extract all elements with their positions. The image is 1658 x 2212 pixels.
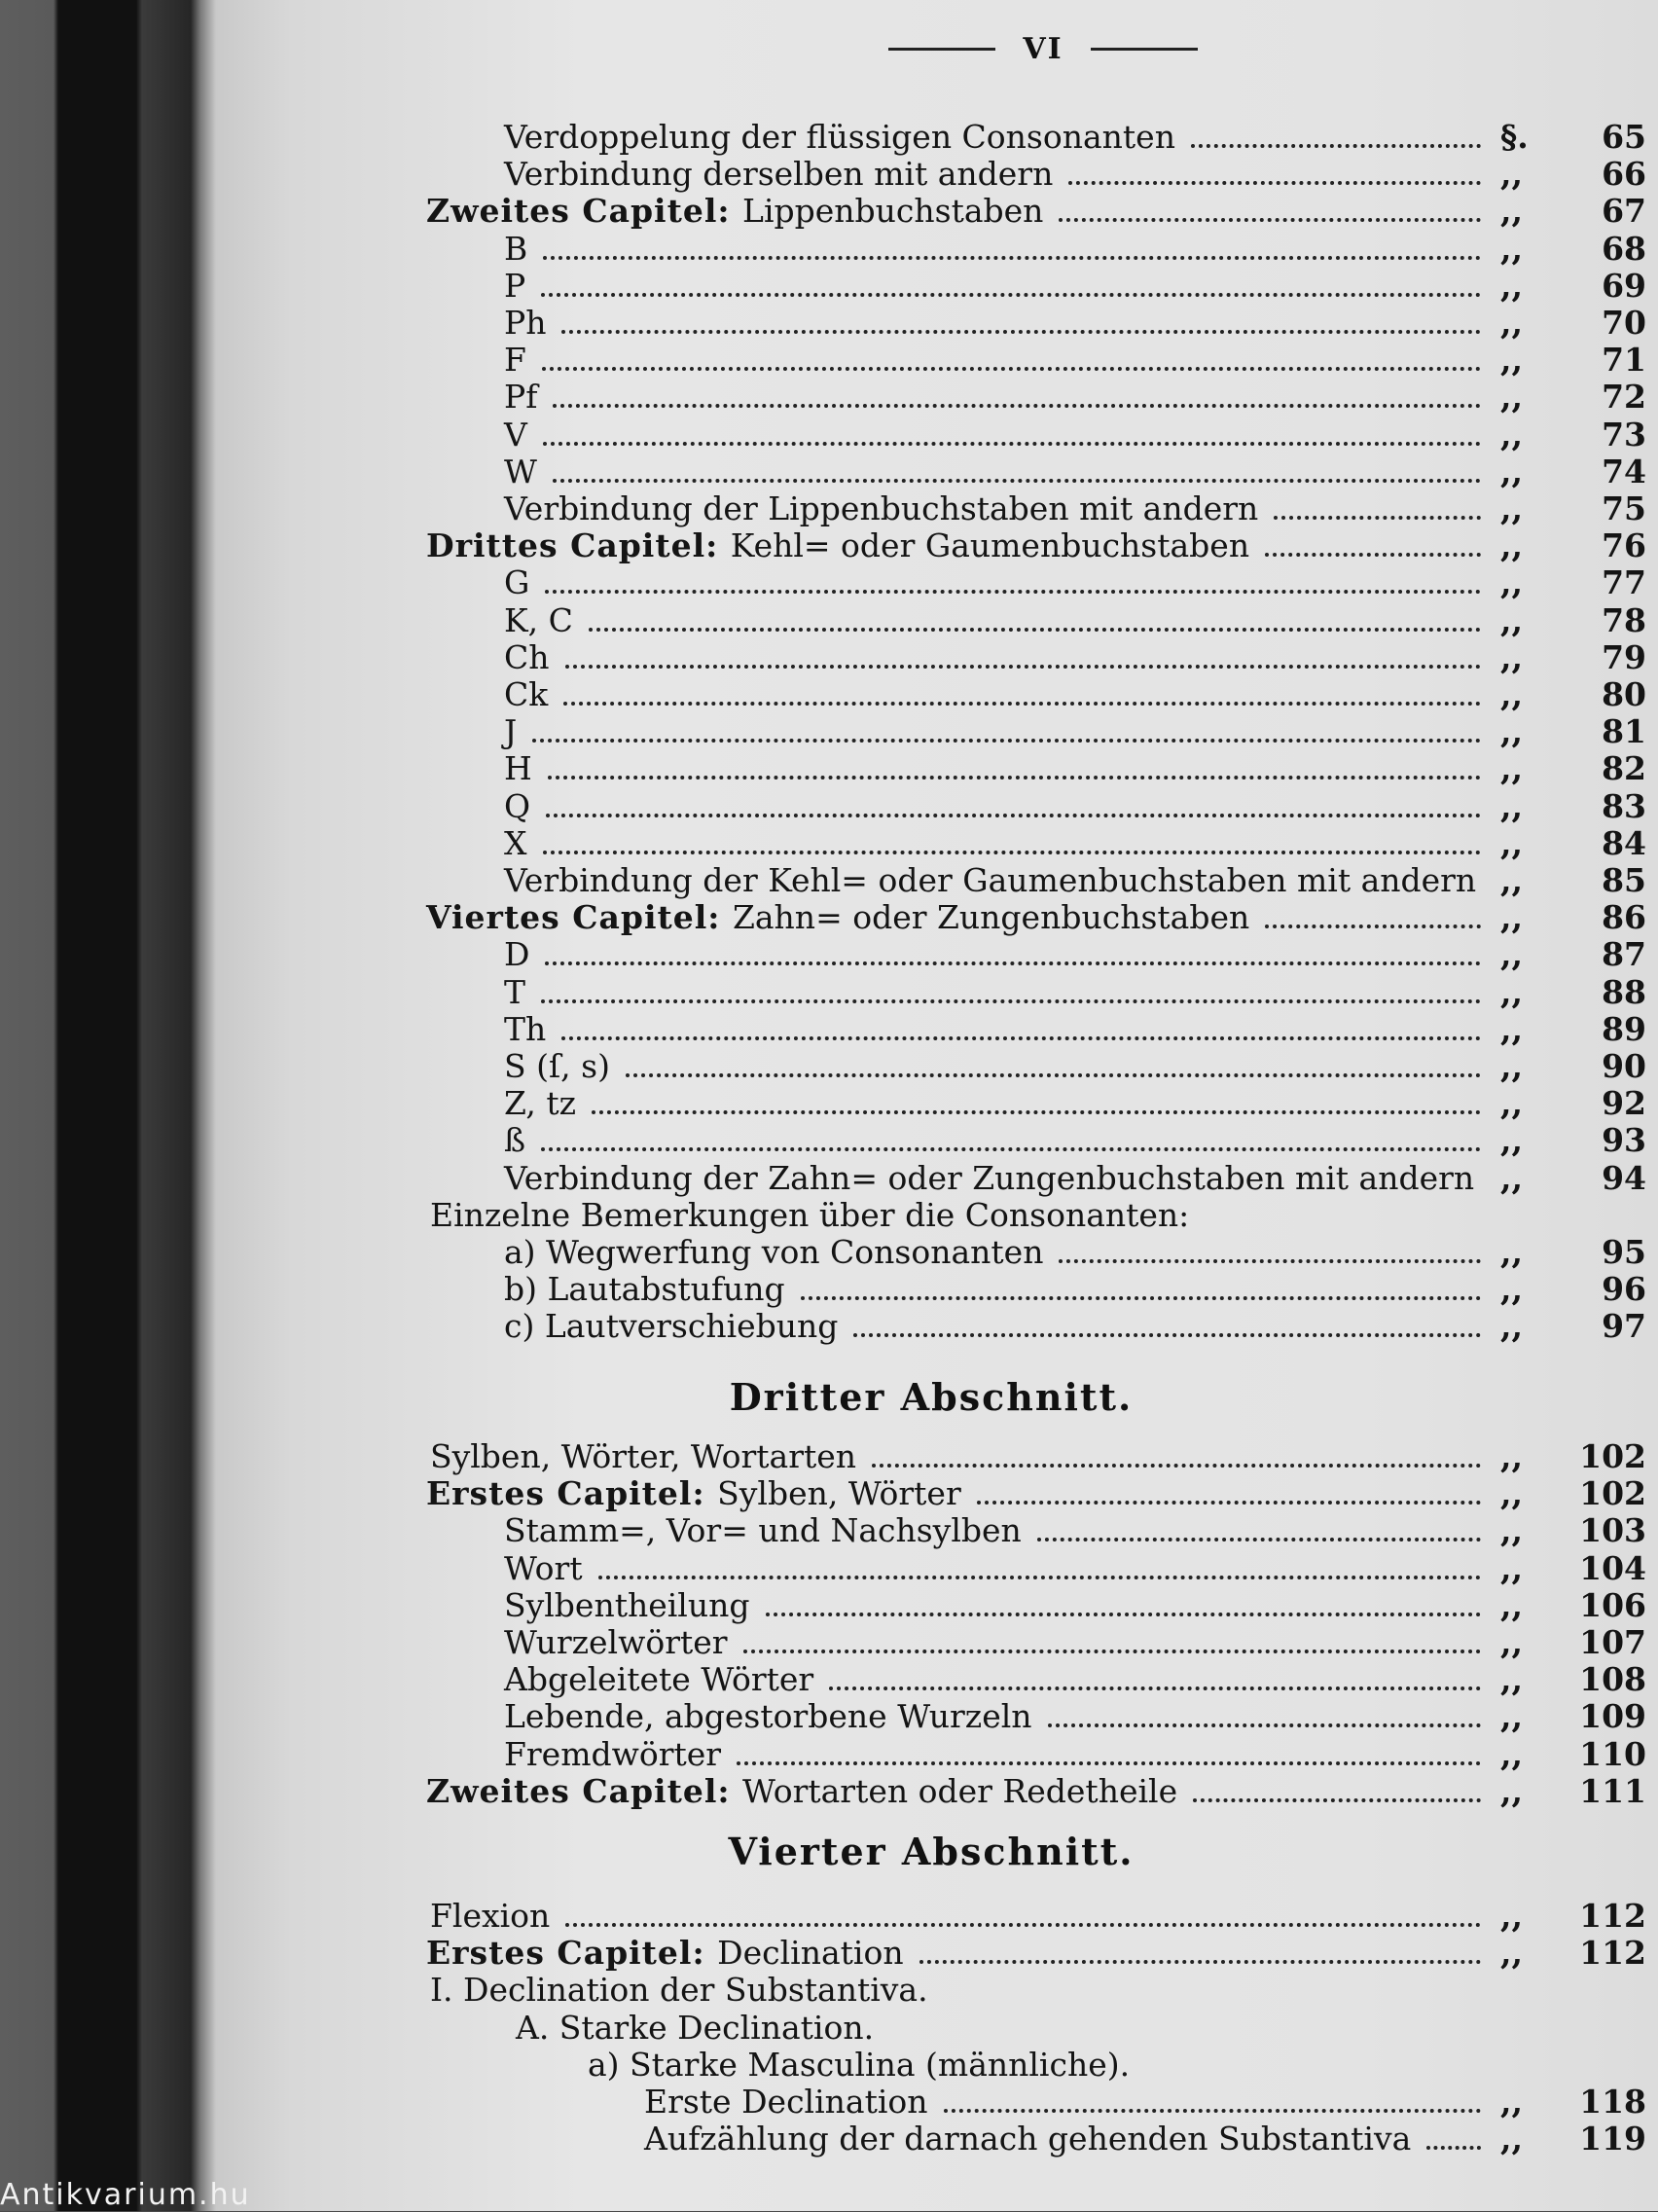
leader-dots [565, 632, 1481, 669]
leader-dots [1191, 111, 1481, 148]
toc-entry-title [504, 974, 525, 1011]
ditto-mark: ,, [1500, 1511, 1523, 1550]
paragraph-number: 90 [1602, 1047, 1646, 1085]
toc-entry-title [504, 750, 532, 787]
toc-entry-title [504, 713, 517, 750]
leader-dots [944, 2076, 1481, 2113]
leader-dots [545, 557, 1481, 594]
ditto-mark: ,, [1500, 675, 1523, 713]
ditto-mark: ,, [1500, 749, 1523, 788]
entry-text: Th [504, 1009, 547, 1048]
paragraph-number: 75 [1602, 490, 1646, 527]
leader-dots [532, 706, 1481, 743]
paragraph-number: 82 [1602, 749, 1646, 788]
paragraph-number: 83 [1602, 786, 1646, 825]
paragraph-number: 107 [1579, 1623, 1646, 1661]
toc-entry [216, 2010, 1646, 2047]
toc-entry-title [504, 602, 573, 639]
paragraph-number: 109 [1579, 1697, 1646, 1736]
leader-dots [543, 409, 1481, 446]
toc-entry-title [504, 1160, 1474, 1197]
ditto-mark: ,, [1500, 1437, 1523, 1475]
leader-dots [542, 334, 1481, 371]
ditto-mark: ,, [1500, 1734, 1523, 1773]
toc-entry-title [504, 825, 527, 862]
leader-dots [543, 817, 1481, 854]
ditto-mark: ,, [1500, 1158, 1523, 1197]
toc-entry-title [504, 936, 529, 973]
ditto-mark: ,, [1500, 2120, 1523, 2158]
paragraph-number: 110 [1579, 1734, 1646, 1773]
paragraph-number: 70 [1602, 304, 1646, 342]
paragraph-number: 81 [1602, 712, 1646, 751]
toc-entry-title [504, 268, 525, 305]
toc-entry-title [504, 1550, 583, 1587]
entry-text: Sylben, Wörter, Wortarten [430, 1437, 857, 1475]
entry-text: a) Wegwerfung von Consonanten [504, 1233, 1044, 1271]
ditto-mark: ,, [1500, 1623, 1523, 1661]
entry-text: Ch [504, 637, 550, 676]
leader-dots [541, 966, 1481, 1003]
ditto-mark: ,, [1500, 526, 1523, 565]
ditto-mark: ,, [1500, 1585, 1523, 1624]
ditto-mark: ,, [1500, 1697, 1523, 1736]
leader-dots [977, 1468, 1481, 1505]
toc-entry-title [504, 490, 1258, 527]
entry-text: Lebende, abgestorbene Wurzeln [504, 1697, 1032, 1736]
ditto-mark: ,, [1500, 898, 1523, 937]
paragraph-number: 80 [1602, 675, 1646, 713]
leader-dots [1068, 148, 1481, 185]
ditto-mark: ,, [1500, 600, 1523, 639]
leader-dots [563, 669, 1481, 706]
ditto-mark: ,, [1500, 192, 1523, 231]
ditto-mark: ,, [1500, 1084, 1523, 1123]
paragraph-number: 74 [1602, 452, 1646, 490]
entry-text: W [504, 452, 537, 490]
page-number: VI [1023, 31, 1063, 66]
toc-entry-title [430, 1898, 550, 1935]
paragraph-number: 94 [1602, 1158, 1646, 1197]
leader-dots [919, 1927, 1481, 1964]
paragraph-number: 84 [1602, 823, 1646, 862]
ditto-mark: ,, [1500, 1047, 1523, 1085]
paragraph-number: 66 [1602, 155, 1646, 194]
leader-dots [592, 1077, 1481, 1114]
toc-entry-title [504, 305, 546, 342]
ditto-mark: ,, [1500, 1934, 1523, 1973]
ditto-mark: ,, [1500, 1897, 1523, 1935]
ditto-mark: ,, [1500, 823, 1523, 862]
chapter-label: Erstes Capitel: [426, 1934, 718, 1973]
ditto-mark: ,, [1500, 229, 1523, 268]
ditto-mark: ,, [1500, 563, 1523, 602]
ditto-mark: ,, [1500, 712, 1523, 751]
paragraph-number: 92 [1602, 1084, 1646, 1123]
entry-text: Abgeleitete Wörter [504, 1660, 814, 1699]
ditto-mark: ,, [1500, 304, 1523, 342]
ditto-mark: ,, [1500, 415, 1523, 453]
paragraph-number: 67 [1602, 192, 1646, 231]
paragraph-number: 103 [1579, 1511, 1646, 1550]
paragraph-number: 108 [1579, 1660, 1646, 1699]
toc-entry-title [504, 1624, 728, 1661]
toc-entry-title [504, 1661, 813, 1698]
ditto-mark: ,, [1500, 1121, 1523, 1160]
entry-text: F [504, 341, 526, 380]
entry-text: a) Starke Masculina (männliche). [588, 2045, 1131, 2084]
paragraph-number: 106 [1579, 1585, 1646, 1624]
paragraph-number: 77 [1602, 563, 1646, 602]
section-title-vierter-abschnitt: Vierter Abschnitt. [728, 1830, 1135, 1873]
toc-entry-title [504, 1011, 546, 1048]
toc-entry [216, 1122, 1646, 1159]
paragraph-number: 65 [1602, 118, 1646, 156]
entry-text: J [504, 712, 518, 751]
entry-text: Q [504, 786, 531, 825]
chapter-label: Viertes Capitel: [426, 898, 733, 937]
ditto-mark: ,, [1500, 1270, 1523, 1309]
header-rule-left [888, 48, 995, 51]
leader-dots [829, 1653, 1481, 1690]
toc-entry [216, 1160, 1646, 1197]
entry-text: b) Lautabstufung [504, 1270, 785, 1309]
entry-text: Zahn= oder Zungenbuchstaben [732, 898, 1250, 937]
entry-text: Ph [504, 304, 547, 342]
ditto-mark: ,, [1500, 786, 1523, 825]
entry-text: K, C [504, 600, 573, 639]
entry-text: Z, tz [504, 1084, 576, 1123]
entry-text: Fremdwörter [504, 1734, 722, 1773]
toc-entry-title [504, 788, 530, 825]
leader-dots [801, 1263, 1481, 1300]
entry-text: Erste Declination [644, 2083, 928, 2121]
toc-page [216, 0, 1658, 2211]
toc-entry-title [644, 2084, 928, 2121]
leader-dots [541, 260, 1481, 297]
entry-text: Sylben, Wörter [717, 1474, 961, 1513]
toc-entry-title [504, 342, 526, 379]
paragraph-number: 93 [1602, 1121, 1646, 1160]
toc-entry-title [504, 1308, 838, 1345]
leader-dots [1193, 1765, 1481, 1802]
entry-text: Verbindung der Zahn= oder Zungenbuchstaben mit andern [504, 1158, 1475, 1197]
entry-text: Wortarten oder Redetheile [742, 1771, 1178, 1810]
leader-dots [598, 1542, 1481, 1579]
ditto-mark: ,, [1500, 1771, 1523, 1810]
leader-dots [1265, 520, 1481, 557]
paragraph-number: 102 [1579, 1474, 1646, 1513]
entry-text: T [504, 972, 526, 1011]
paragraph-number: 111 [1579, 1771, 1646, 1810]
paragraph-number: 88 [1602, 972, 1646, 1011]
leader-dots [543, 223, 1481, 260]
paragraph-number: 78 [1602, 600, 1646, 639]
paragraph-number: 95 [1602, 1233, 1646, 1271]
entry-text: X [504, 823, 527, 862]
toc-entry [216, 1935, 1646, 1972]
toc-entry-title [644, 2121, 1411, 2158]
paragraph-number: 68 [1602, 229, 1646, 268]
toc-entry-title [504, 1736, 721, 1773]
paragraph-number: 112 [1579, 1897, 1646, 1935]
toc-entry-title [504, 564, 529, 601]
toc-entry-title [426, 1475, 961, 1512]
ditto-mark: ,, [1500, 972, 1523, 1011]
entry-text: Wurzelwörter [504, 1623, 728, 1661]
paragraph-number: 118 [1579, 2083, 1646, 2121]
leader-dots [743, 1616, 1481, 1653]
paragraph-number: 119 [1579, 2120, 1646, 2158]
section-title-dritter-abschnitt: Dritter Abschnitt. [729, 1375, 1134, 1419]
entry-text: Aufzählung der darnach gehenden Substantiva [644, 2120, 1412, 2158]
entry-text: Verdoppelung der flüssigen Consonanten [504, 118, 1175, 156]
ditto-mark: ,, [1500, 637, 1523, 676]
paragraph-number: 112 [1579, 1934, 1646, 1973]
entry-text: Verbindung der Kehl= oder Gaumenbuchstaben mit andern [504, 861, 1477, 899]
ditto-mark: ,, [1500, 1233, 1523, 1271]
toc-entry-title [504, 639, 550, 676]
leader-dots [548, 743, 1481, 780]
leader-dots [553, 446, 1481, 483]
entry-text: A. Starke Declination. [516, 2008, 875, 2047]
entry-text: Flexion [430, 1897, 551, 1935]
header-rule-right [1091, 48, 1198, 51]
paragraph-number: 104 [1579, 1548, 1646, 1587]
ditto-mark: ,, [1500, 2083, 1523, 2121]
ditto-mark: ,, [1500, 490, 1523, 527]
entry-text: c) Lautverschiebung [504, 1307, 839, 1346]
leader-dots [1426, 2113, 1481, 2150]
entry-text: Sylbentheilung [504, 1585, 750, 1624]
leader-dots [626, 1040, 1481, 1077]
entry-text: Lippenbuchstaben [742, 192, 1044, 231]
paragraph-number: 73 [1602, 415, 1646, 453]
ditto-mark: ,, [1500, 341, 1523, 380]
chapter-label: Zweites Capitel: [426, 1771, 743, 1810]
toc-entry-title [504, 379, 537, 416]
paragraph-number: 71 [1602, 341, 1646, 380]
leader-dots [545, 928, 1481, 965]
leader-dots [1274, 483, 1481, 520]
entry-text: D [504, 935, 530, 974]
entry-text: V [504, 415, 527, 453]
leader-dots [853, 1300, 1481, 1337]
toc-entry-title [504, 231, 527, 268]
chapter-label: Drittes Capitel: [426, 526, 731, 565]
chapter-label: Erstes Capitel: [426, 1474, 718, 1513]
leader-dots [553, 371, 1481, 408]
entry-text: Verbindung derselben mit andern [504, 155, 1054, 194]
entry-text: B [504, 229, 528, 268]
ditto-mark: ,, [1500, 452, 1523, 490]
leader-dots [589, 595, 1481, 632]
entry-text: Einzelne Bemerkungen über die Consonanten: [430, 1195, 1190, 1234]
entry-text: P [504, 266, 526, 305]
ditto-mark: ,, [1500, 1307, 1523, 1346]
paragraph-number: 97 [1602, 1307, 1646, 1346]
toc-entry-title [426, 1773, 1177, 1810]
toc-entry-title [504, 453, 537, 490]
toc-entry-title [504, 1587, 750, 1624]
paragraph-number: 85 [1602, 861, 1646, 899]
paragraph-number: 86 [1602, 898, 1646, 937]
entry-text: Wort [504, 1548, 583, 1587]
entry-text: Stamm=, Vor= und Nachsylben [504, 1511, 1022, 1550]
leader-dots [1059, 1226, 1481, 1263]
ditto-mark: ,, [1500, 1548, 1523, 1587]
toc-entry-title [504, 1271, 785, 1308]
paragraph-number: 87 [1602, 935, 1646, 974]
paragraph-number: 72 [1602, 378, 1646, 417]
leader-dots [1048, 1690, 1481, 1727]
entry-text: Verbindung der Lippenbuchstaben mit andern [504, 490, 1259, 527]
entry-text: Ck [504, 675, 549, 713]
toc-entry-title [504, 1122, 525, 1159]
entry-text: I. Declination der Substantiva. [430, 1971, 928, 2010]
leader-dots [1059, 185, 1481, 222]
ditto-mark: ,, [1500, 1009, 1523, 1048]
paragraph-number: 89 [1602, 1009, 1646, 1048]
paragraph-number: 76 [1602, 526, 1646, 565]
page-header [839, 27, 1247, 70]
leader-dots [1037, 1505, 1481, 1541]
toc-entry [216, 2121, 1646, 2158]
entry-text: Kehl= oder Gaumenbuchstaben [730, 526, 1250, 565]
entry-text: Declination [717, 1934, 904, 1973]
leader-dots [1265, 891, 1481, 928]
leader-dots [737, 1728, 1481, 1765]
ditto-mark: ,, [1500, 378, 1523, 417]
paragraph-number: 69 [1602, 266, 1646, 305]
ditto-mark: ,, [1500, 935, 1523, 974]
ditto-mark: ,, [1500, 1660, 1523, 1699]
chapter-label: Zweites Capitel: [426, 192, 743, 231]
toc-entry-title [430, 1972, 928, 2009]
leader-dots [546, 780, 1481, 817]
toc-entry [216, 825, 1646, 862]
ditto-mark: ,, [1500, 266, 1523, 305]
leader-dots [561, 1003, 1481, 1040]
paragraph-number: 96 [1602, 1270, 1646, 1309]
leader-dots [565, 1890, 1481, 1927]
paragraph-number: 79 [1602, 637, 1646, 676]
entry-text: H [504, 749, 532, 788]
leader-dots [872, 1431, 1481, 1468]
ditto-mark: ,, [1500, 1474, 1523, 1513]
toc-entry-title [504, 417, 527, 453]
entry-text: S (ſ, s) [504, 1047, 610, 1085]
leader-dots [766, 1579, 1481, 1616]
leader-dots [541, 1114, 1481, 1151]
paragraph-number: 102 [1579, 1437, 1646, 1475]
ditto-mark: ,, [1500, 861, 1523, 899]
leader-dots [561, 297, 1481, 334]
toc-entry-title [504, 156, 1053, 193]
toc-entry-title [430, 1438, 856, 1475]
toc-entry-title [426, 1935, 904, 1972]
watermark: Antikvarium.hu [0, 2178, 251, 2212]
ditto-mark: §. [1500, 118, 1529, 156]
toc-entry [216, 1773, 1646, 1810]
toc-entry [216, 1308, 1646, 1345]
entry-text: ß [504, 1121, 526, 1160]
toc-entry-title [516, 2010, 874, 2047]
ditto-mark: ,, [1500, 155, 1523, 194]
toc-entry [216, 1972, 1646, 2009]
entry-text: G [504, 563, 530, 602]
entry-text: Pf [504, 378, 538, 417]
